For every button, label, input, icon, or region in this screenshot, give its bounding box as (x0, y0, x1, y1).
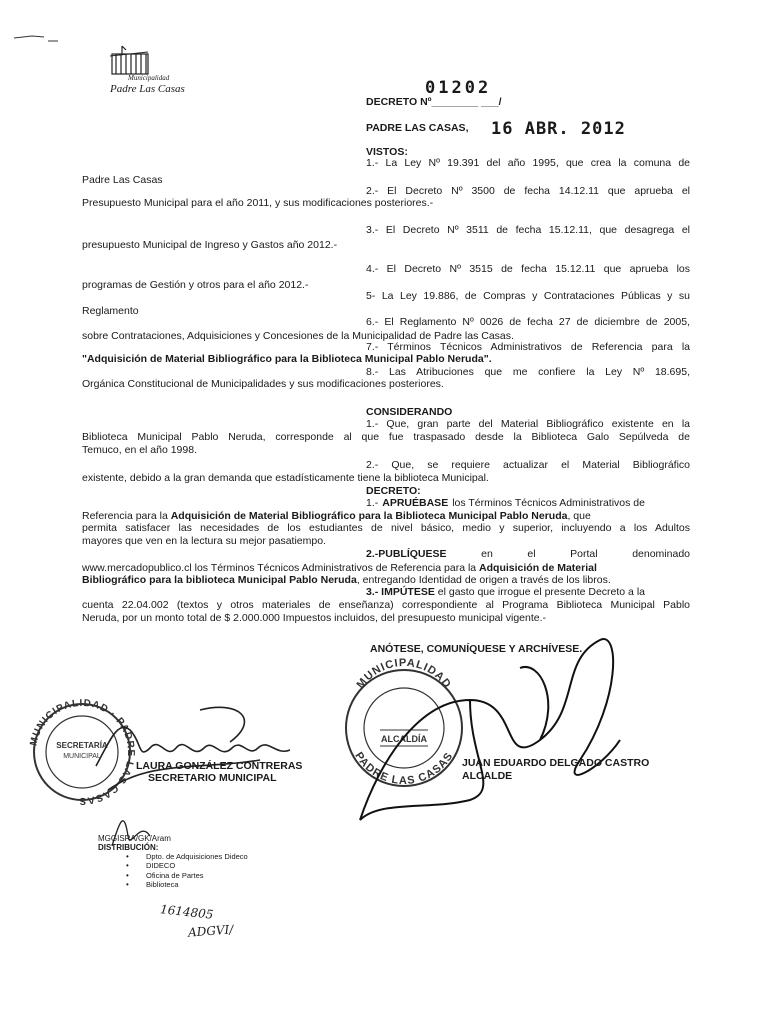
vistos-heading: VISTOS: (366, 146, 408, 158)
distribution-item: • DIDECO (126, 861, 248, 870)
mayor-seal-ring-top: MUNICIPALIDAD (354, 656, 454, 691)
vistos-item5-line1: 5- La Ley 19.886, de Compras y Contrataciones Públicas y su (366, 290, 690, 302)
distribution-item: • Biblioteca (126, 880, 248, 889)
decreto-item2-mid: los Términos Técnicos Administrativos de Referencia para la (191, 562, 480, 574)
distribution-item: • Oficina de Partes (126, 871, 248, 880)
decreto-item2-word4: denominado (632, 548, 690, 560)
considerando-item1-line1: 1.- Que, gran parte del Material Bibliográfico existente en la (366, 418, 690, 430)
vistos-item4-line2: programas de Gestión y otros para el año 2012.- (82, 279, 309, 291)
vistos-item8-line2: Orgánica Constitucional de Municipalidades y sus modificaciones posteriores. (82, 378, 444, 390)
decreto-item3-line3: Neruda, por un monto total de $ 2.000.000 Impuestos incluidos, del presupuesto municipal vigente.- (82, 612, 547, 624)
decreto-item1-subject: Adquisición de Material Bibliográfico para la Biblioteca Municipal Pablo Neruda (170, 510, 568, 522)
decreto-heading: DECRETO: (366, 485, 421, 497)
considerando-item1-line3: Temuco, en el año 1998. (82, 444, 197, 456)
decree-number-stamp: 01202 (425, 78, 492, 98)
considerando-item2-line1: 2.- Que, se requiere actualizar el Material Bibliográfico (366, 459, 690, 471)
vistos-item3-line2: presupuesto Municipal de Ingreso y Gastos año 2012.- (82, 239, 338, 251)
considerando-heading: CONSIDERANDO (366, 406, 453, 418)
decreto-item3-line2: cuenta 22.04.002 (textos y otros materiales de enseñanza) correspondiente al Programa Biblioteca Municipal Pablo (82, 599, 690, 611)
decreto-item1-verb: APRUÉBASE (382, 497, 449, 509)
mayor-name: JUAN EDUARDO DELGADO CASTRO (462, 757, 650, 769)
vistos-item2-line1: 2.- El Decreto Nº 3500 de fecha 14.12.11 que aprueba el (366, 185, 690, 197)
logo-city: Padre Las Casas (110, 83, 185, 95)
decreto-item3-text: el gasto que irrogue el presente Decreto a la (434, 586, 645, 598)
vistos-item8-line1: 8.- Las Atribuciones que me confiere la Ley Nº 18.695, (366, 366, 690, 378)
svg-text:MUNICIPALIDAD · PADRE LAS CASA (28, 698, 136, 806)
decreto-item2-word1: en (481, 548, 493, 560)
handwritten-code: ADGVI/ (187, 922, 234, 940)
decreto-item3-verb: 3.- IMPÚTESE (366, 586, 435, 598)
vistos-item1-line1: 1.- La Ley Nº 19.391 del año 1995, que crea la comuna de (366, 157, 690, 169)
decreto-item2-subject-b: Bibliográfico para la biblioteca Municipal Pablo Neruda (82, 574, 357, 586)
decreto-item1-number: 1.- (366, 497, 379, 509)
date-stamp: 16 ABR. 2012 (491, 119, 626, 139)
mercadopublico-link[interactable]: www.mercadopublico.cl (82, 562, 192, 574)
mayor-seal-ring-bottom: PADRE LAS CASAS (352, 750, 456, 788)
distribution-heading: DISTRIBUCIÓN: (98, 843, 159, 852)
secretary-seal-center-1: SECRETARÍA (56, 741, 108, 750)
closing-formula: ANÓTESE, COMUNÍQUESE Y ARCHÍVESE. (370, 643, 583, 655)
vistos-item1-line2: Padre Las Casas (82, 174, 163, 186)
distribution-list (126, 852, 248, 889)
logo-municipality: Municipalidad (128, 74, 170, 82)
decreto-item2-verb: 2.-PUBLÍQUESE (366, 548, 447, 560)
secretary-seal-ring: MUNICIPALIDAD · PADRE LAS CASAS (28, 697, 137, 807)
svg-text:PADRE LAS CASAS (352, 750, 455, 787)
secretary-seal (28, 698, 136, 806)
place-label: PADRE LAS CASAS, (366, 122, 469, 134)
vistos-item6-line1: 6.- El Reglamento Nº 0026 de fecha 27 de diciembre de 2005, (366, 316, 690, 328)
decreto-item1-line4: mayores que ven en la lectura su mejor pasatiempo. (82, 535, 326, 547)
decreto-item1-line3: permita satisfacer las necesidades de los estudiantes de nivel básico, medio y superior, incluyendo a los Adultos (82, 522, 690, 534)
distribution-item: • Dpto. de Adquisiciones Dideco (126, 852, 248, 861)
decreto-item1-pre: Referencia para la (82, 510, 171, 522)
decree-label: DECRETO Nº________ ___/ (366, 96, 502, 108)
decreto-item2-subject-a: Adquisición de Material (479, 562, 597, 574)
secretary-name: LAURA GONZÁLEZ CONTRERAS (136, 760, 303, 772)
vistos-item3-line1: 3.- El Decreto Nº 3511 de fecha 15.12.11, que desagrega el (366, 224, 690, 236)
initials-reference: MGGISRA/GK/Aram (98, 834, 171, 843)
mayor-title: ALCALDE (462, 770, 513, 782)
handwritten-number: 1614805 (159, 902, 215, 922)
vistos-item4-line1: 4.- El Decreto Nº 3515 de fecha 15.12.11 que aprueba los (366, 263, 690, 275)
considerando-item1-line2: Biblioteca Municipal Pablo Neruda, corresponde al que fue traspasado desde la Biblioteca Galo Sepúlveda de (82, 431, 690, 443)
considerando-item2-line2: existente, debido a la gran demanda que estadísticamente tiene la biblioteca Municipal. (82, 472, 489, 484)
decreto-item1-post: , que (567, 510, 591, 522)
mayor-seal-center: ALCALDÍA (381, 734, 427, 744)
vistos-item7-line2: "Adquisición de Material Bibliográfico para la Biblioteca Municipal Pablo Neruda". (82, 353, 492, 365)
decreto-item2-word3: Portal (570, 548, 598, 560)
mayor-seal (346, 657, 462, 787)
vistos-item5-line2: Reglamento (82, 305, 139, 317)
decreto-item2-word2: el (527, 548, 536, 560)
svg-text:MUNICIPALIDAD (355, 657, 454, 691)
decreto-item2-tail: , entregando Identidad de origen a través de los libros. (356, 574, 611, 586)
vistos-item6-line2: sobre Contrataciones, Adquisiciones y Concesiones de la Municipalidad de Padre las Casas. (82, 330, 514, 342)
secretary-title: SECRETARIO MUNICIPAL (148, 772, 277, 784)
secretary-seal-center-2: MUNICIPAL (63, 753, 101, 760)
vistos-item7-line1: 7.- Términos Técnicos Administrativos de Referencia para la (366, 341, 690, 353)
decreto-item1-text: los Términos Técnicos Administrativos de (452, 497, 645, 509)
vistos-item2-line2: Presupuesto Municipal para el año 2011, y sus modificaciones posteriores.- (82, 197, 434, 209)
